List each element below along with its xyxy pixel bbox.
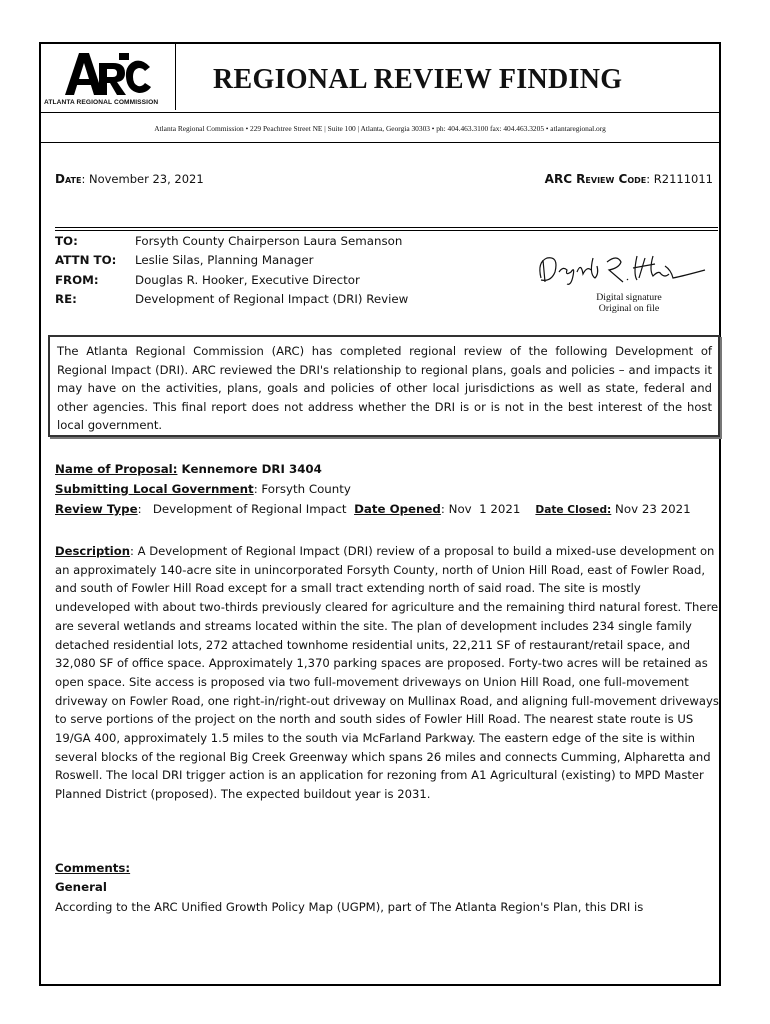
- document-header: [41, 44, 719, 112]
- signature-icon: [533, 248, 713, 290]
- review-code-line: [545, 172, 713, 186]
- arc-logo-icon: [63, 51, 153, 97]
- memo-attn-row: [55, 253, 314, 267]
- logo-caption: ATLANTA REGIONAL COMMISSION: [44, 99, 159, 106]
- description-text: : A Development of Regional Impact (DRI) review of a proposal to build a mixed-use development on an approximately 140-acre site in unincorporated Forsyth County, north of Union Hill Road, east of Fowler Road, and south of Fowler Hill Road except for a small tract extending north of said road. The site is mostly undeveloped with about two-thirds previously cleared for agriculture and the remaining third natural forest. There are several wetlands and streams located within the site. The plan of development includes 234 single family detached residential lots, 272 attached townhome residential units, 22,211 SF of restaurant/retail space, and 32,080 SF of office space. Approximately 1,370 parking spaces are proposed. Forty-two acres will be retained as open space. Site access is proposed via two full-movement driveways on Union Hill Road, one full-movement driveway on Fowler Road, one right-in/right-out driveway on Mullinax Road, and aligning full-movement driveways to serve portions of the project on the north and south sides of Fowler Hill Road. The nearest state route is US 19/GA 400, approximately 1.5 miles to the south via McFarland Parkway. The eastern edge of the site is within several blocks of the regional Big Creek Greenway which spans 26 miles and connects Cumming, Alpharetta and Roswell. The local DRI trigger action is an application for rezoning from A1 Agricultural (existing) to MPD Master Planned District (proposed). The expected buildout year is 2031.: [55, 544, 719, 802]
- memo-attn-value: Leslie Silas, Planning Manager: [135, 253, 314, 267]
- memo-from-row: [55, 273, 360, 287]
- submitting-government-line: [55, 482, 351, 496]
- comments-label: Comments:: [55, 861, 131, 875]
- review-type-value: : Development of Regional Impact: [137, 502, 355, 516]
- signature-caption-line1: Digital signature: [596, 292, 662, 303]
- header-divider: [41, 112, 719, 113]
- date-opened-value: : Nov 1 2021: [440, 502, 536, 516]
- memo-to-row: [55, 234, 402, 248]
- memo-re-row: [55, 292, 408, 306]
- memo-to-label: TO:: [55, 234, 78, 248]
- proposal-name-label: Name of Proposal:: [55, 462, 178, 476]
- description-paragraph: [55, 542, 719, 804]
- memo-from-value: Douglas R. Hooker, Executive Director: [135, 273, 360, 287]
- page-title: REGIONAL REVIEW FINDING: [213, 64, 623, 95]
- submitting-government-label: Submitting Local Government: [55, 482, 254, 496]
- memo-divider-second: [55, 230, 718, 231]
- memo-from-label: FROM:: [55, 273, 99, 287]
- proposal-name-value: Kennemore DRI 3404: [177, 462, 322, 476]
- date-opened-label: Date Opened: [354, 502, 441, 516]
- memo-to-value: Forsyth County Chairperson Laura Semanson: [135, 234, 403, 248]
- submitting-government-value: : Forsyth County: [253, 482, 351, 496]
- memo-re-value: Development of Regional Impact (DRI) Review: [135, 292, 409, 306]
- comments-text: According to the ARC Unified Growth Policy Map (UGPM), part of The Atlanta Region's Plan, this DRI is: [55, 900, 644, 914]
- date-value: : November 23, 2021: [81, 172, 204, 186]
- review-code-label: ARC Review Code: [544, 172, 647, 186]
- date-closed-value: Nov 23 2021: [611, 502, 691, 516]
- document-page: [39, 42, 721, 986]
- date-closed-label: Date Closed:: [535, 504, 612, 516]
- address-line: Atlanta Regional Commission • 229 Peachtree Street NE | Suite 100 | Atlanta, Georgia 30303 • ph: 404.463.3100 fax: 404.463.3205 • atlantaregional.org: [154, 124, 606, 133]
- date-line: [55, 172, 204, 186]
- memo-divider: [55, 227, 718, 228]
- general-label: General: [55, 880, 107, 894]
- memo-re-label: RE:: [55, 292, 77, 306]
- proposal-name-line: [55, 462, 322, 476]
- arc-logo: [41, 44, 176, 110]
- intro-box: The Atlanta Regional Commission (ARC) has completed regional review of the following Development of Regional Impact (DRI). ARC reviewed the DRI's relationship to regional plans, goals and policies – and impacts it may have on the activities, plans, goals and policies of other local jurisdictions as well as state, federal and other agencies. This final report does not address whether the DRI is or is not in the best interest of the host local government.: [48, 335, 720, 437]
- address-divider: [41, 142, 719, 143]
- signature-caption: [569, 292, 689, 314]
- review-type-label: Review Type: [55, 502, 138, 516]
- description-label: Description: [55, 544, 130, 558]
- memo-attn-label: ATTN TO:: [55, 253, 117, 267]
- date-label: Date: [55, 172, 82, 186]
- signature-caption-line2: Original on file: [598, 303, 660, 314]
- review-code-value: : R2111011: [646, 172, 713, 186]
- review-type-line: [55, 502, 691, 516]
